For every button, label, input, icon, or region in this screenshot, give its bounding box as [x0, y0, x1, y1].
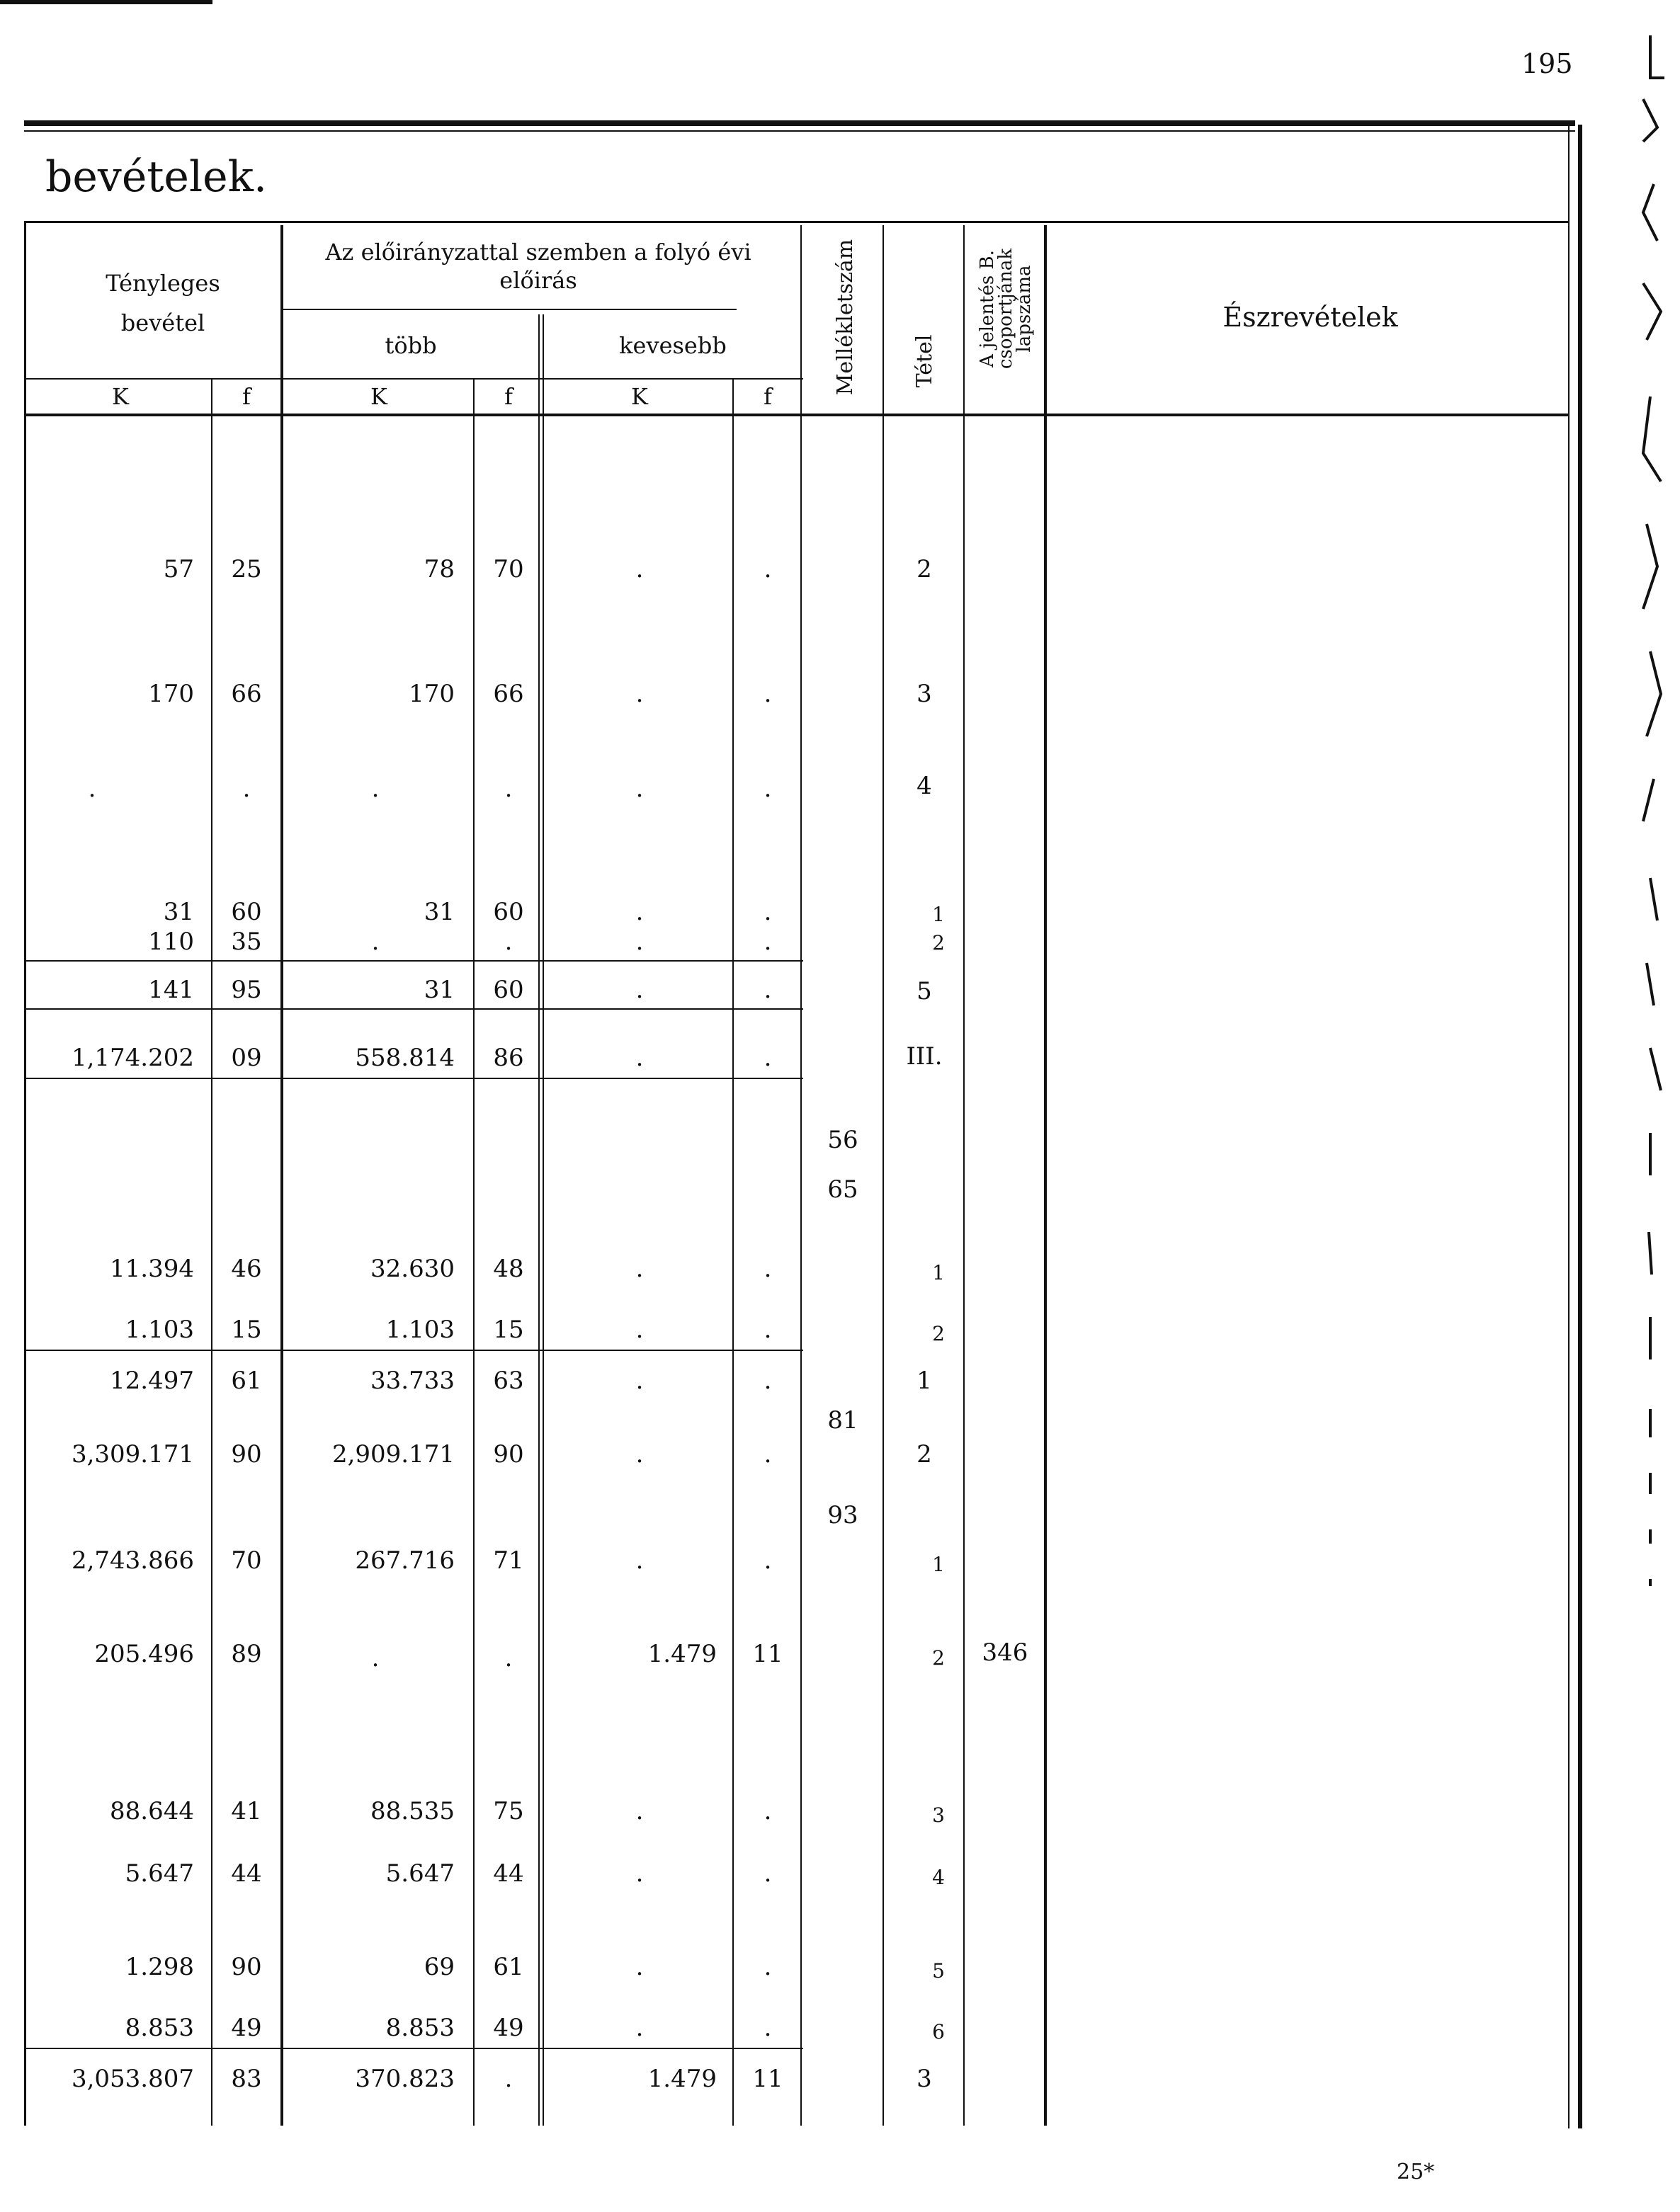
- table-cell: 1: [932, 1553, 945, 1576]
- col-sep-7: [882, 225, 884, 2126]
- table-cell: .: [504, 2065, 513, 2093]
- table-cell: 2: [916, 555, 932, 583]
- table-cell: 81: [827, 1406, 858, 1435]
- table-cell: 33.733: [370, 1367, 455, 1395]
- table-cell: 56: [827, 1126, 858, 1154]
- table-cell: 15: [493, 1316, 524, 1344]
- table-cell: 3,309.171: [71, 1440, 194, 1469]
- table-cell: 2: [932, 1646, 945, 1670]
- table-cell: .: [764, 928, 772, 956]
- table-cell: 69: [424, 1953, 455, 1981]
- table-cell: .: [764, 2014, 772, 2042]
- table-cell: .: [764, 1546, 772, 1575]
- table-cell: 1: [932, 903, 945, 926]
- left-border: [24, 221, 26, 2126]
- table-cell: .: [242, 775, 251, 803]
- f-label-1: f: [242, 383, 251, 410]
- right-border-outer: [1578, 125, 1582, 2128]
- table-cell: 90: [231, 1953, 262, 1981]
- table-cell: 71: [493, 1546, 524, 1575]
- table-cell: 11: [752, 2065, 783, 2093]
- header-tenyleges: Tényleges bevétel: [106, 270, 220, 336]
- table-cell: .: [635, 1953, 644, 1981]
- table-cell: 3,053.807: [71, 2065, 194, 2093]
- table-cell: 86: [493, 1044, 524, 1072]
- table-cell: 09: [231, 1044, 262, 1072]
- sum-rule-1: [24, 960, 803, 962]
- footer-mark: 25*: [1397, 2160, 1435, 2184]
- section-title: bevételek.: [45, 152, 268, 202]
- table-cell: 5.647: [385, 1859, 455, 1888]
- table-cell: 2: [916, 1440, 932, 1469]
- table-cell: 170: [409, 680, 455, 708]
- table-cell: 370.823: [355, 2065, 455, 2093]
- table-cell: 90: [493, 1440, 524, 1469]
- table-cell: .: [764, 898, 772, 926]
- table-cell: 41: [231, 1797, 262, 1825]
- table-cell: .: [635, 976, 644, 1004]
- table-cell: .: [504, 1644, 513, 1672]
- col-sep-6: [800, 225, 802, 2126]
- title-rule: [24, 221, 1570, 223]
- kf-top-rule: [24, 378, 803, 380]
- table-cell: 4: [932, 1866, 945, 1889]
- table-cell: 66: [493, 680, 524, 708]
- table-cell: 2,743.866: [71, 1546, 194, 1575]
- top-heavy-rule: [24, 120, 1575, 126]
- header-bottom-rule: [24, 414, 1570, 416]
- table-cell: .: [371, 1644, 380, 1672]
- table-cell: 1.103: [125, 1316, 194, 1344]
- table-cell: .: [635, 1255, 644, 1283]
- col-sep-8: [963, 225, 965, 2126]
- table-cell: 90: [231, 1440, 262, 1469]
- table-cell: 2: [932, 1322, 945, 1345]
- table-cell: .: [764, 775, 772, 803]
- right-border-inner: [1568, 125, 1570, 2128]
- table-cell: 558.814: [355, 1044, 455, 1072]
- table-cell: 2,909.171: [331, 1440, 455, 1469]
- table-cell: 32.630: [370, 1255, 455, 1283]
- k-label-3: K: [631, 383, 648, 410]
- table-cell: 66: [231, 680, 262, 708]
- table-cell: 170: [148, 680, 194, 708]
- table-cell: 110: [148, 928, 194, 956]
- table-cell: 60: [493, 976, 524, 1004]
- top-left-rule: [0, 0, 212, 4]
- col-sep-4b: [543, 314, 544, 2126]
- table-cell: 46: [231, 1255, 262, 1283]
- sum-rule-2: [24, 1008, 803, 1010]
- table-cell: 5: [932, 1959, 945, 1983]
- table-cell: 8.853: [385, 2014, 455, 2042]
- table-cell: 31: [424, 976, 455, 1004]
- table-cell: .: [635, 1044, 644, 1072]
- k-label-1: K: [112, 383, 129, 410]
- table-cell: 48: [493, 1255, 524, 1283]
- table-cell: 11: [752, 1640, 783, 1668]
- table-cell: 44: [493, 1859, 524, 1888]
- table-cell: .: [635, 1797, 644, 1825]
- table-cell: .: [635, 2014, 644, 2042]
- table-cell: 70: [231, 1546, 262, 1575]
- table-cell: 1: [932, 1261, 945, 1284]
- table-cell: .: [635, 1367, 644, 1395]
- table-cell: 5.647: [125, 1859, 194, 1888]
- table-cell: 88.644: [110, 1797, 194, 1825]
- table-cell: 35: [231, 928, 262, 956]
- table-cell: 6: [932, 2020, 945, 2043]
- header-tobb: több: [385, 332, 437, 359]
- table-cell: .: [764, 976, 772, 1004]
- table-cell: .: [764, 1367, 772, 1395]
- table-cell: 1.103: [385, 1316, 455, 1344]
- table-cell: 1: [916, 1367, 932, 1395]
- table-cell: 5: [916, 977, 932, 1005]
- table-cell: .: [635, 555, 644, 583]
- table-cell: 4: [916, 772, 932, 800]
- header-kevesebb: kevesebb: [619, 332, 727, 359]
- top-thin-rule: [24, 130, 1575, 132]
- table-cell: 88.535: [370, 1797, 455, 1825]
- table-cell: 95: [231, 976, 262, 1004]
- table-cell: 49: [231, 2014, 262, 2042]
- header-eloiranyzat-rule: [283, 309, 737, 310]
- table-cell: .: [764, 1255, 772, 1283]
- table-cell: .: [764, 680, 772, 708]
- table-cell: 83: [231, 2065, 262, 2093]
- page-number: 195: [1521, 48, 1573, 79]
- table-cell: .: [371, 775, 380, 803]
- table-cell: 93: [827, 1501, 858, 1529]
- table-cell: 65: [827, 1175, 858, 1204]
- table-cell: .: [764, 1797, 772, 1825]
- table-cell: .: [635, 1440, 644, 1469]
- table-cell: 2: [932, 931, 945, 954]
- col-sep-2: [280, 225, 283, 2126]
- table-cell: 141: [148, 976, 194, 1004]
- table-cell: .: [635, 680, 644, 708]
- table-cell: 8.853: [125, 2014, 194, 2042]
- table-cell: 63: [493, 1367, 524, 1395]
- header-jelentes: A jelentés B. csoportjának lapszáma: [977, 248, 1035, 370]
- table-cell: .: [764, 1316, 772, 1344]
- col-sep-4a: [538, 314, 540, 2126]
- table-cell: 1.479: [647, 2065, 717, 2093]
- table-cell: 3: [916, 2065, 932, 2093]
- table-cell: .: [635, 898, 644, 926]
- col-sep-9: [1044, 225, 1047, 2126]
- table-cell: .: [504, 775, 513, 803]
- table-cell: 11.394: [110, 1255, 194, 1283]
- k-label-2: K: [370, 383, 387, 410]
- scan-edge-artifact: [1629, 28, 1672, 1728]
- table-cell: 31: [424, 898, 455, 926]
- sum-rule-4: [24, 1350, 803, 1351]
- f-label-2: f: [504, 383, 513, 410]
- header-tetel: Tétel: [912, 334, 937, 388]
- table-cell: 70: [493, 555, 524, 583]
- table-cell: .: [635, 775, 644, 803]
- table-cell: 15: [231, 1316, 262, 1344]
- table-cell: .: [764, 1044, 772, 1072]
- table-cell: 49: [493, 2014, 524, 2042]
- table-cell: 44: [231, 1859, 262, 1888]
- table-cell: 60: [493, 898, 524, 926]
- table-cell: 1,174.202: [71, 1044, 194, 1072]
- table-cell: III.: [906, 1042, 943, 1071]
- table-cell: 60: [231, 898, 262, 926]
- table-cell: .: [635, 928, 644, 956]
- table-cell: 57: [163, 555, 194, 583]
- table-cell: 61: [231, 1367, 262, 1395]
- table-cell: .: [764, 1859, 772, 1888]
- table-cell: 78: [424, 555, 455, 583]
- sum-rule-5: [24, 2048, 803, 2049]
- table-cell: 205.496: [94, 1640, 194, 1668]
- table-cell: .: [635, 1546, 644, 1575]
- table-cell: 1.298: [125, 1953, 194, 1981]
- header-eszrevetelek: Észrevételek: [1222, 302, 1398, 333]
- table-cell: 31: [163, 898, 194, 926]
- header-mellekletszam: Mellékletszám: [833, 239, 858, 396]
- table-cell: .: [764, 1440, 772, 1469]
- table-cell: 25: [231, 555, 262, 583]
- f-label-3: f: [764, 383, 772, 410]
- table-cell: 3: [932, 1803, 945, 1827]
- table-cell: .: [88, 775, 96, 803]
- table-cell: 75: [493, 1797, 524, 1825]
- table-cell: 12.497: [110, 1367, 194, 1395]
- sum-rule-3: [24, 1078, 803, 1079]
- table-cell: 61: [493, 1953, 524, 1981]
- table-cell: 89: [231, 1640, 262, 1668]
- table-cell: .: [635, 1859, 644, 1888]
- table-cell: 1.479: [647, 1640, 717, 1668]
- table-cell: 346: [982, 1638, 1028, 1667]
- table-cell: .: [764, 555, 772, 583]
- table-cell: 267.716: [355, 1546, 455, 1575]
- table-cell: .: [504, 928, 513, 956]
- header-eloiranyzat: Az előirányzattal szemben a folyó évi előirás: [325, 239, 751, 294]
- table-cell: 3: [916, 680, 932, 708]
- table-cell: .: [371, 928, 380, 956]
- table-cell: .: [635, 1316, 644, 1344]
- table-cell: .: [764, 1953, 772, 1981]
